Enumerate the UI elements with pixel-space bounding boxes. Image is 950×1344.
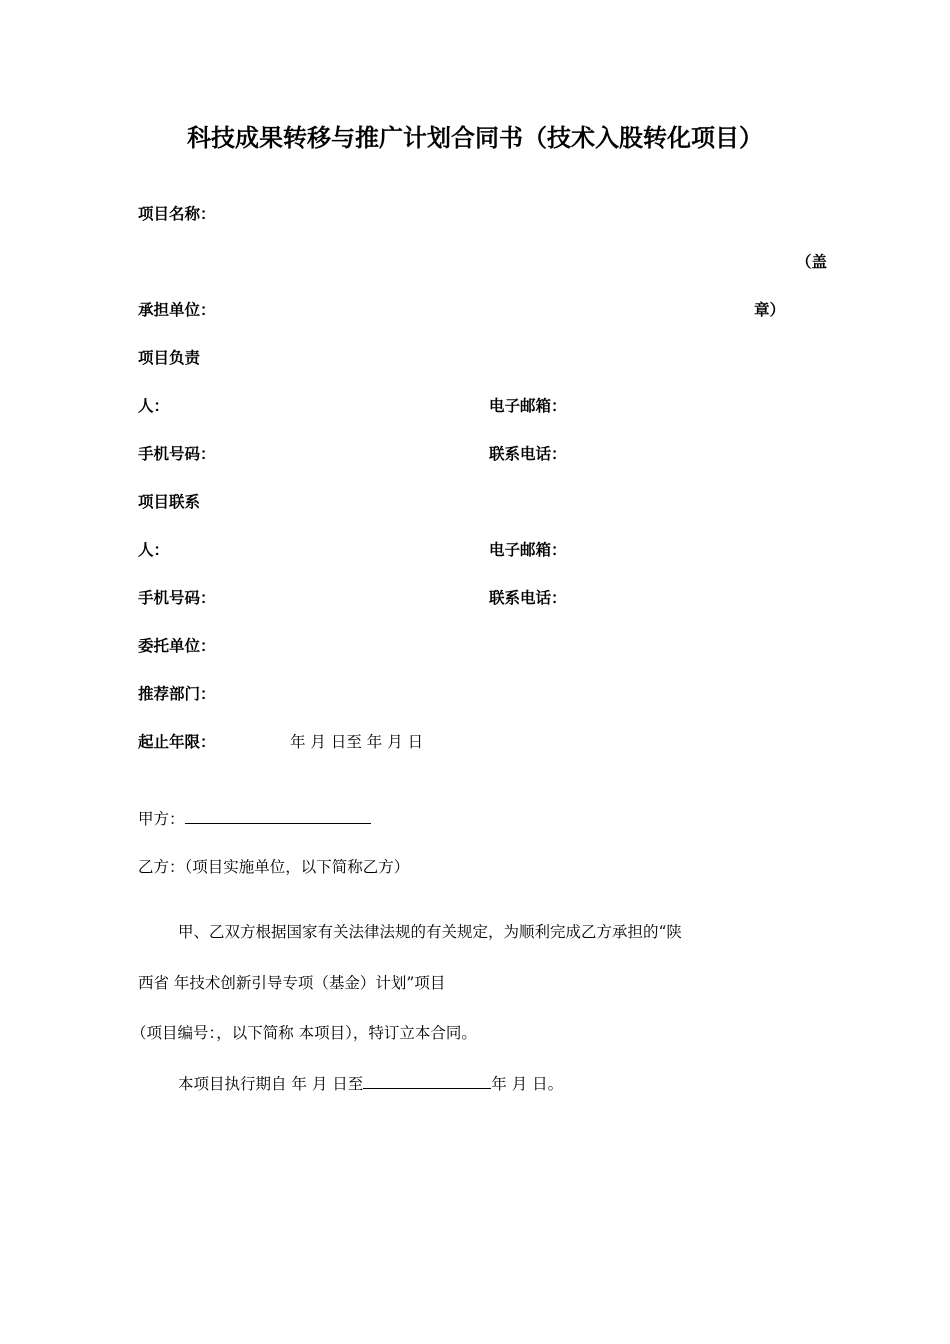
undertaking-unit-label: 承担单位： <box>138 301 216 319</box>
project-name-label: 项目名称： <box>138 205 216 223</box>
paragraph-1-line-2: 西省 年技术创新引导专项（基金）计划”项目 <box>138 974 446 992</box>
project-contact-label-cont: 人： <box>138 541 170 559</box>
execution-date-blank[interactable] <box>363 1074 491 1089</box>
paragraph-2-prefix: 本项目执行期自 年 月 日至 <box>178 1075 364 1093</box>
document-title: 科技成果转移与推广计划合同书（技术入股转化项目） <box>187 124 763 152</box>
recommend-dept-label: 推荐部门： <box>138 685 216 703</box>
leader-email-label: 电子邮箱： <box>489 397 567 415</box>
period-value: 年 月 日至 年 月 日 <box>290 733 424 751</box>
seal-note-close: 章） <box>754 301 786 319</box>
party-b-line: 乙方：（项目实施单位，以下简称乙方） <box>138 858 410 876</box>
project-leader-label: 项目负责 <box>138 349 201 367</box>
paragraph-2 <box>178 1072 563 1094</box>
paragraph-1-line-3: （项目编号：，以下简称 本项目），特订立本合同。 <box>131 1024 477 1042</box>
period-label: 起止年限： <box>138 733 216 751</box>
paragraph-2-suffix: 年 月 日。 <box>491 1075 564 1093</box>
paragraph-1-line-1: 甲、乙双方根据国家有关法律法规的有关规定，为顺利完成乙方承担的“陕 <box>178 923 682 941</box>
party-a-line <box>138 807 371 829</box>
party-a-blank[interactable] <box>185 809 371 824</box>
leader-phone-label: 联系电话： <box>489 445 567 463</box>
contact-email-label: 电子邮箱： <box>489 541 567 559</box>
party-a-label: 甲方： <box>138 810 185 828</box>
contact-phone-label: 联系电话： <box>489 589 567 607</box>
entrust-unit-label: 委托单位： <box>138 637 216 655</box>
contact-mobile-label: 手机号码： <box>138 589 216 607</box>
seal-note-open: （盖 <box>796 253 828 271</box>
project-leader-label-cont: 人： <box>138 397 170 415</box>
project-contact-label: 项目联系 <box>138 493 201 511</box>
leader-mobile-label: 手机号码： <box>138 445 216 463</box>
